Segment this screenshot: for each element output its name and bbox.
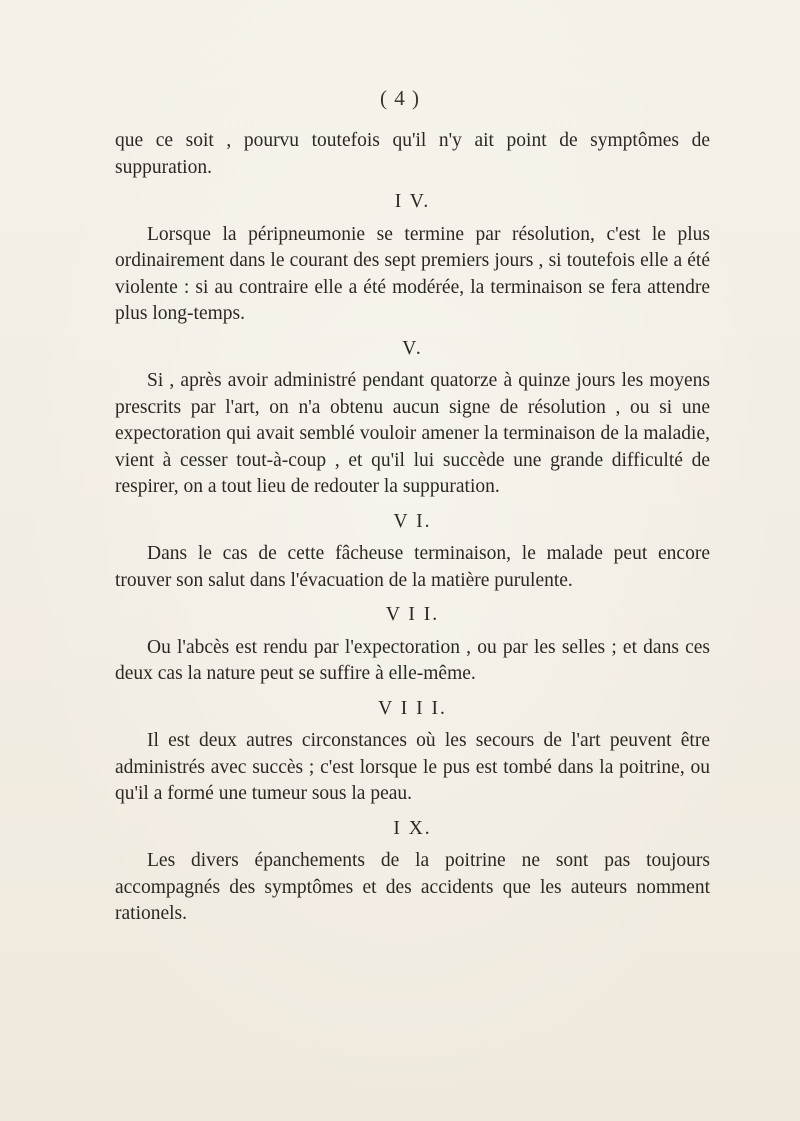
section-heading-9: I X. bbox=[393, 817, 432, 839]
paragraph-6: Dans le cas de cette fâcheuse terminaison, le malade peut encore trouver son salut dans l'évacuation de la matière purulente. bbox=[115, 543, 710, 591]
section-heading-8: V I I I. bbox=[378, 697, 447, 719]
page-number: ( 4 ) bbox=[380, 86, 420, 110]
paragraph-7: Ou l'abcès est rendu par l'expectoration , ou par les selles ; et dans ces deux cas la nature peut se suffire à elle-même. bbox=[115, 636, 710, 684]
paragraph-5: Si , après avoir administré pendant quatorze à quinze jours les moyens prescrits par l'art, on n'a obtenu aucun signe de résolution , ou si une expectoration qui avait semblé vouloir amener la terminaison de la maladie, vient à cesser tout-à-coup , et qu'il lui succède une grande difficulté de respirer, on a tout lieu de redouter la suppuration. bbox=[115, 370, 710, 497]
paragraph-4: Lorsque la péripneumonie se termine par résolution, c'est le plus ordinairement dans le courant des sept premiers jours , si toutefois elle a été violente : si au contraire elle a été modérée, la terminaison se fera attendre plus long-temps. bbox=[115, 223, 710, 324]
section-heading-5: V. bbox=[402, 337, 423, 359]
paragraph-8: Il est deux autres circonstances où les secours de l'art peuvent être administrés avec succès ; c'est lorsque le pus est tombé dans la poitrine, ou qu'il a formé une tumeur sous la peau. bbox=[115, 730, 710, 804]
paragraph-continuation: que ce soit , pourvu toutefois qu'il n'y ait point de symptômes de suppuration. bbox=[115, 130, 710, 178]
body-text bbox=[115, 128, 710, 928]
paragraph-9: Les divers épanchements de la poitrine ne sont pas toujours accompagnés des symptômes et des accidents que les auteurs nomment rationels. bbox=[115, 850, 710, 924]
section-heading-4: I V. bbox=[394, 191, 431, 212]
section-heading-6: V I. bbox=[393, 510, 432, 532]
section-heading-7: V I I. bbox=[385, 604, 440, 625]
